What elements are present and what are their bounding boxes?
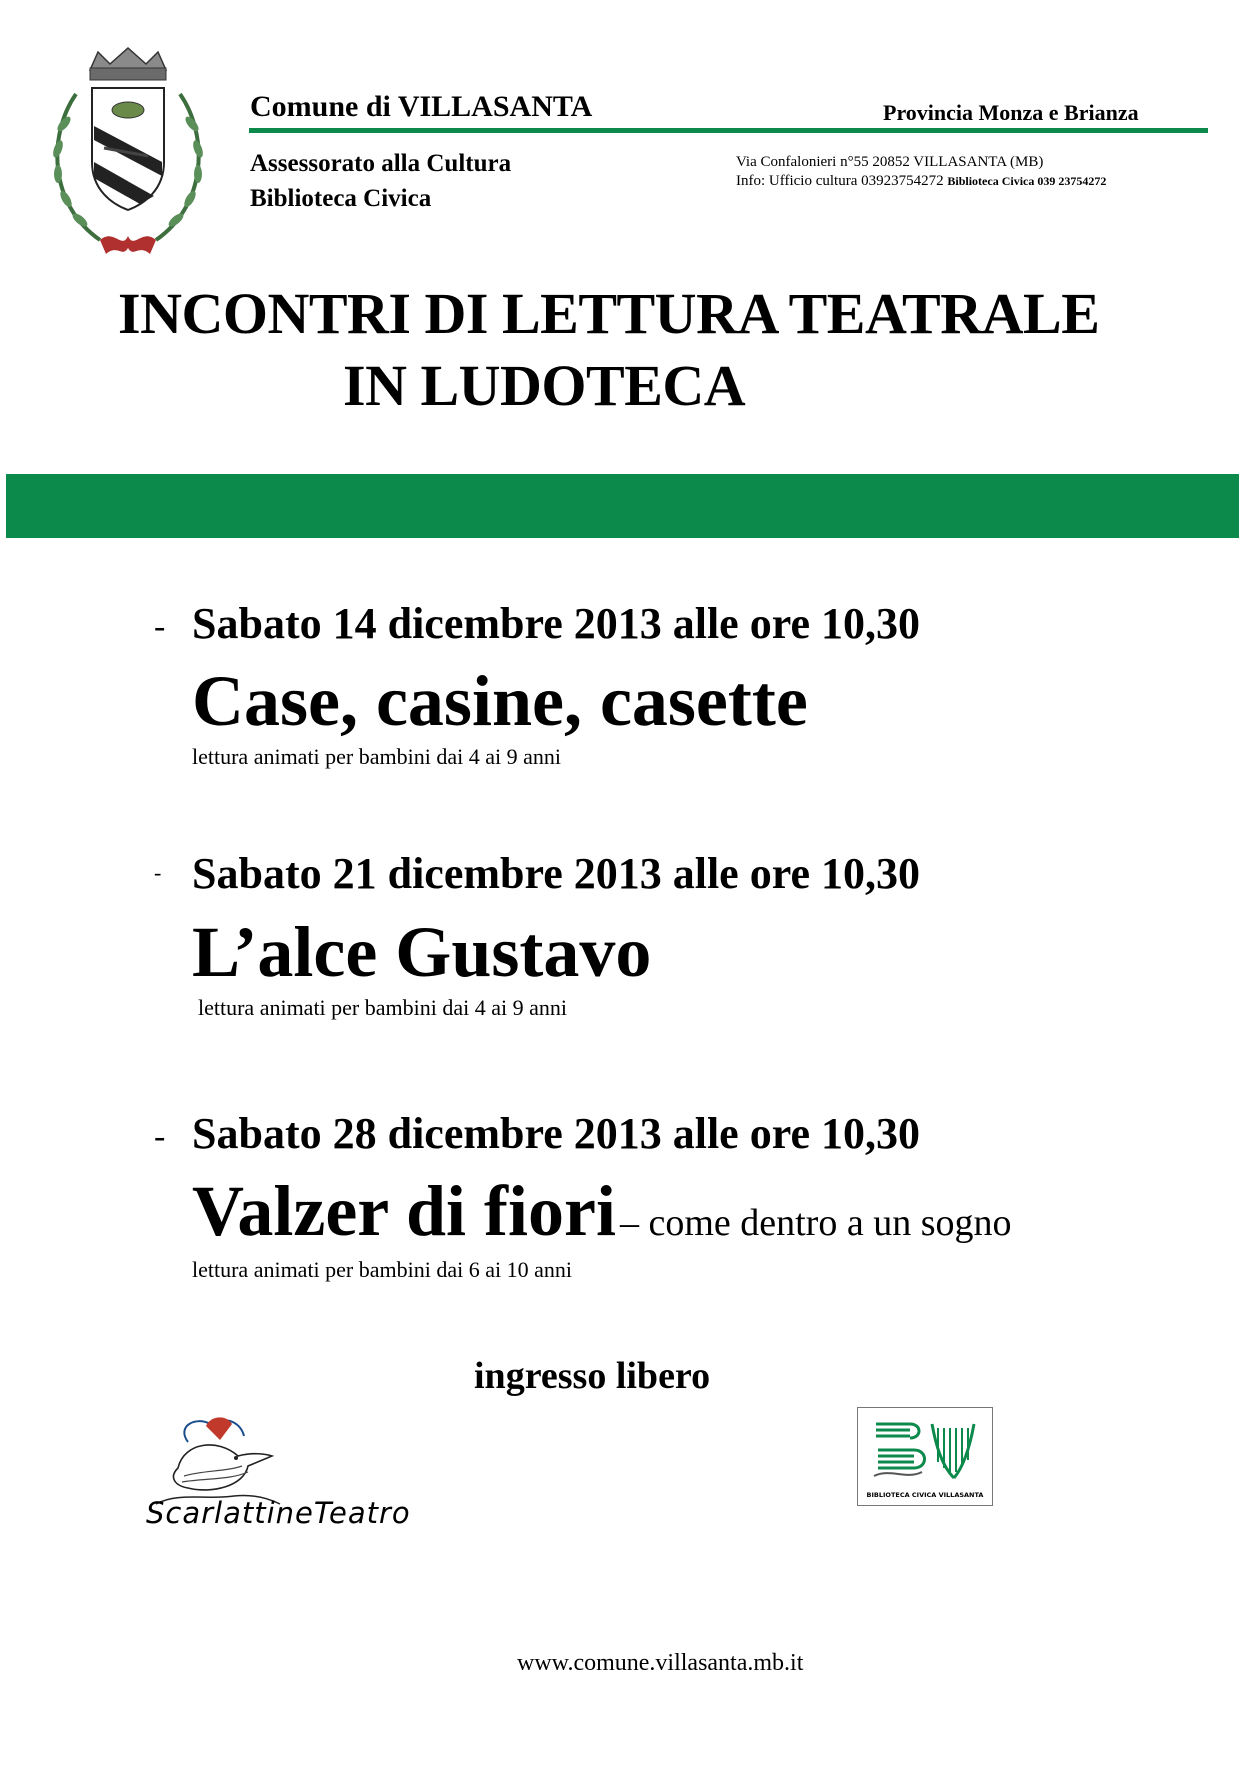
library-phone: Biblioteca Civica 039 23754272 [947,174,1107,188]
department-line: Assessorato alla Cultura [250,150,512,177]
event-date: Sabato 28 dicembre 2013 alle ore 10,30 [192,1109,920,1158]
info-line [736,172,1106,191]
theatre-logo-text: ScarlattineTeatro [146,1496,411,1530]
event-date: Sabato 21 dicembre 2013 alle ore 10,30 [192,849,920,898]
poster-title: INCONTRI DI LETTURA TEATRALE [118,281,1100,346]
event-title-row [192,1170,1011,1253]
event-title: L’alce Gustavo [192,912,652,992]
website-url[interactable]: www.comune.villasanta.mb.it [517,1650,804,1676]
list-dash: - [154,608,166,645]
event-note: lettura animati per bambini dai 4 ai 9 anni [192,744,561,769]
event-note: lettura animati per bambini dai 6 ai 10 anni [192,1257,572,1282]
province-name: Provincia Monza e Brianza [883,100,1139,125]
contact-block [736,153,1106,191]
event-date: Sabato 14 dicembre 2013 alle ore 10,30 [192,599,920,648]
header-divider [249,128,1208,133]
department-line: Biblioteca Civica [250,185,432,212]
event-note: lettura animati per bambini dai 4 ai 9 anni [198,995,567,1020]
event-subtitle: – come dentro a un sogno [619,1202,1012,1244]
list-dash: - [154,1118,166,1155]
library-logo [857,1407,993,1506]
coat-of-arms-icon [38,44,218,266]
info-phone: Info: Ufficio cultura 03923754272 [736,173,944,189]
event-title: Valzer di fiori [192,1171,616,1251]
poster-title: IN LUDOTECA [343,353,746,418]
library-books-icon [870,1416,980,1486]
event-title: Case, casine, casette [192,661,808,741]
green-band [6,474,1239,538]
address-line: Via Confalonieri n°55 20852 VILLASANTA (MB) [736,154,1044,170]
library-logo-text: BIBLIOTECA CIVICA VILLASANTA [866,1491,984,1499]
department-block [250,146,511,216]
list-dash: - [154,860,162,885]
free-entry-label: ingresso libero [474,1355,711,1397]
municipality-name: Comune di VILLASANTA [250,90,593,123]
